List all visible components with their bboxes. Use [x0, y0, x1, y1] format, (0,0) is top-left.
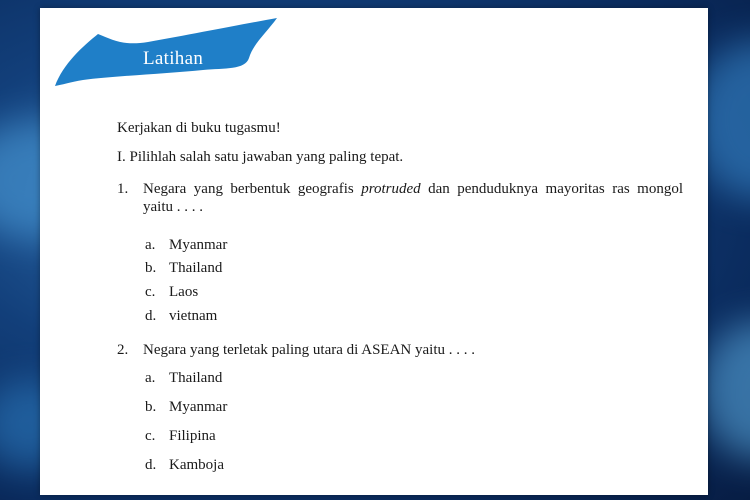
option-text: Myanmar — [169, 237, 228, 253]
section-heading: I. Pilihlah salah satu jawaban yang paling tepat. — [117, 149, 404, 165]
option-text: Thailand — [169, 370, 223, 386]
option-letter: c. — [145, 284, 156, 300]
answer-option — [145, 456, 224, 474]
question-number: 2. — [117, 342, 129, 358]
question-text-part: Negara yang berbentuk geografis — [143, 181, 362, 197]
option-text: Filipina — [169, 428, 216, 444]
instruction-text: Kerjakan di buku tugasmu! — [117, 120, 281, 136]
question-text-part: dan penduduknya mayoritas ras mongol yaitu . . . . — [143, 181, 684, 215]
option-text: vietnam — [169, 308, 218, 324]
banner-title: Latihan — [143, 48, 204, 69]
option-letter: b. — [145, 399, 157, 415]
answer-option — [145, 369, 222, 387]
answer-option — [145, 427, 216, 445]
question-text-italic: protruded — [361, 181, 421, 197]
option-letter: c. — [145, 428, 156, 444]
option-text: Laos — [169, 284, 199, 300]
answer-option — [145, 398, 227, 416]
answer-option — [145, 307, 217, 325]
option-letter: a. — [145, 370, 156, 386]
option-letter: a. — [145, 237, 156, 253]
answer-option — [145, 283, 198, 301]
option-letter: d. — [145, 308, 157, 324]
option-text: Thailand — [169, 260, 223, 276]
question-number: 1. — [117, 181, 129, 197]
answer-option — [145, 236, 227, 254]
section-banner — [53, 14, 283, 86]
question-text — [143, 180, 683, 216]
answer-option — [145, 259, 222, 277]
worksheet-page — [40, 8, 708, 495]
option-text: Kamboja — [169, 457, 224, 473]
option-letter: d. — [145, 457, 157, 473]
option-letter: b. — [145, 260, 157, 276]
question-text: Negara yang terletak paling utara di ASEAN yaitu . . . . — [143, 342, 475, 358]
option-text: Myanmar — [169, 399, 228, 415]
